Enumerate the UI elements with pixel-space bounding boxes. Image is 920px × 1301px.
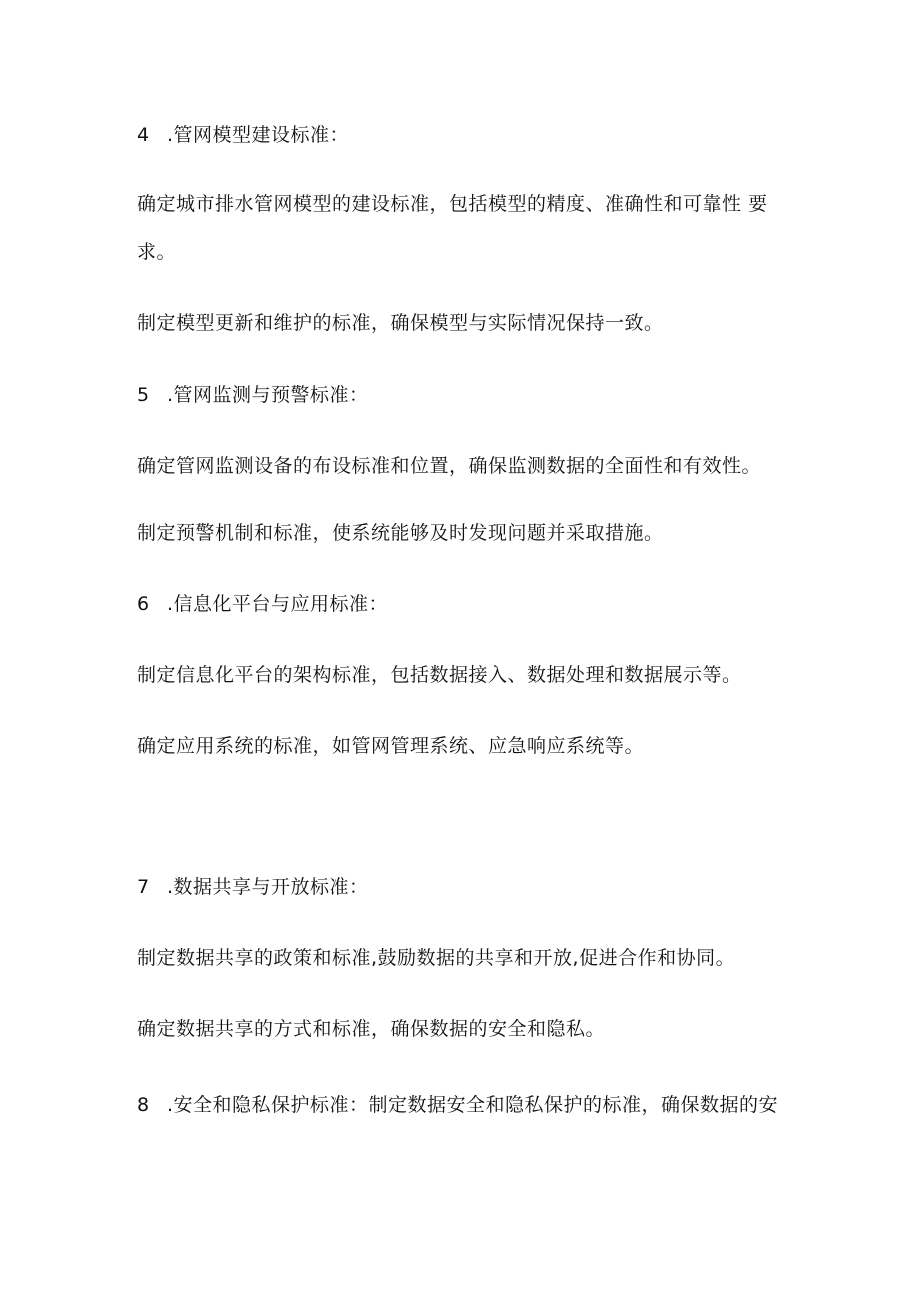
section-heading-5	[137, 381, 807, 409]
paragraph: 制定预警机制和标准，使系统能够及时发现问题并采取措施。	[137, 522, 664, 544]
section-title: .数据共享与开放标准：	[167, 876, 369, 898]
section-number: 8	[137, 1094, 150, 1116]
section-number: 7	[137, 876, 150, 898]
section-heading-4	[137, 121, 807, 149]
section-heading-7	[137, 873, 807, 901]
section-heading-8	[137, 1091, 807, 1119]
paragraph: 确定城市排水管网模型的建设标准，包括模型的精度、准确性和可靠性 要	[137, 193, 768, 215]
paragraph: 制定信息化平台的架构标准，包括数据接入、数据处理和数据展示等。	[137, 664, 742, 686]
section-number: 6	[137, 593, 150, 615]
paragraph: 制定数据共享的政策和标准,鼓励数据的共享和开放,促进合作和协同。	[137, 947, 736, 969]
paragraph: 制定模型更新和维护的标准，确保模型与实际情况保持一致。	[137, 312, 664, 334]
section-title: .信息化平台与应用标准：	[167, 593, 389, 615]
section-title: .安全和隐私保护标准：制定数据安全和隐私保护的标准，确保数据的安	[167, 1094, 779, 1116]
section-heading-6	[137, 590, 807, 618]
section-title: .管网模型建设标准：	[167, 124, 350, 146]
section-number: 5	[137, 384, 150, 406]
section-number: 4	[137, 124, 150, 146]
section-title: .管网监测与预警标准：	[167, 384, 369, 406]
paragraph: 确定数据共享的方式和标准，确保数据的安全和隐私。	[137, 1018, 606, 1040]
paragraph: 确定应用系统的标准，如管网管理系统、应急响应系统等。	[137, 735, 645, 757]
paragraph: 确定管网监测设备的布设标准和位置，确保监测数据的全面性和有效性。	[137, 455, 762, 477]
paragraph-continuation: 求。	[137, 241, 177, 263]
